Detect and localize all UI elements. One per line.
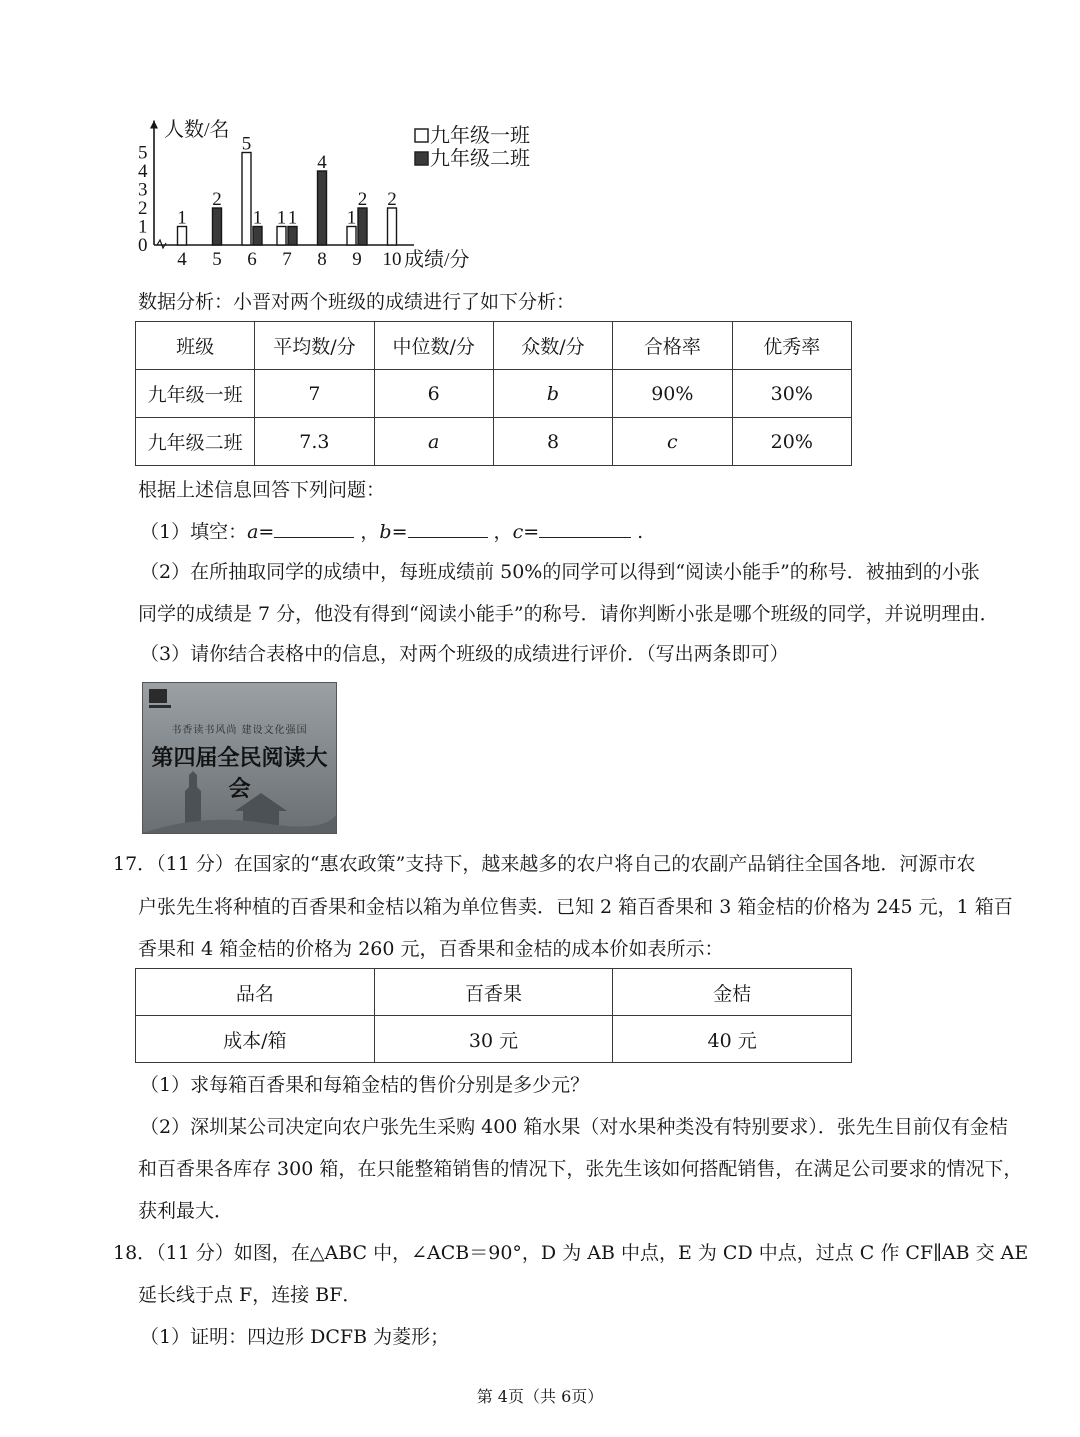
bar-class2 [213, 208, 222, 245]
table-header: 品名 [136, 969, 375, 1016]
separator: ， [360, 521, 380, 543]
bar-value-label: 2 [212, 189, 222, 210]
bar-class1 [277, 227, 286, 246]
y-tick-label: 3 [138, 179, 148, 201]
table-cell: c [613, 418, 732, 466]
q17-line3: 香果和 4 箱金桔的价格为 260 元，百香果和金桔的成本价如表所示： [138, 938, 724, 960]
table-header: 优秀率 [732, 322, 851, 370]
legend-swatch-class1 [415, 129, 428, 142]
table-header: 众数/分 [493, 322, 612, 370]
blank-b[interactable] [408, 519, 488, 538]
bar-value-label: 5 [241, 133, 252, 155]
bar-value-label: 2 [357, 189, 368, 210]
chart-y-axis-label: 人数/名 [164, 119, 230, 141]
axis-break-mark [157, 240, 166, 248]
bar-class1 [347, 227, 356, 246]
chart-x-axis-label: 成绩/分 [404, 249, 470, 271]
bar-value-label: 1 [276, 207, 287, 229]
score-bar-chart [130, 112, 530, 272]
q16-1-fill-blank [140, 519, 643, 544]
table-row [136, 418, 852, 466]
q17-2-line2: 和百香果各库存 300 箱，在只能整箱销售的情况下，张先生该如何搭配销售，在满足公司要求的情况下， [138, 1158, 1023, 1180]
analysis-table-header-row [136, 322, 852, 370]
table-header: 平均数/分 [255, 322, 374, 370]
q17-1: （1）求每箱百香果和每箱金桔的售价分别是多少元？ [140, 1074, 590, 1096]
bar-value-label: 1 [287, 207, 298, 229]
x-tick-label: 6 [247, 249, 257, 270]
q16-2-line1: （2）在所抽取同学的成绩中，每班成绩前 50%的同学可以得到“阅读小能手”的称号．被抽到的小张 [140, 561, 980, 583]
poster-subtitle: 书香读书风尚 建设文化强国 [171, 725, 308, 736]
table-cell: 90% [613, 370, 732, 418]
legend-label-class1: 九年级一班 [430, 125, 530, 147]
x-tick-label: 8 [317, 249, 327, 270]
table-header: 中位数/分 [374, 322, 493, 370]
chart-legend [415, 124, 530, 170]
question-prompt: 根据上述信息回答下列问题： [138, 479, 386, 501]
analysis-table [135, 321, 852, 466]
legend-swatch-class2 [415, 152, 428, 165]
bar-value-label: 1 [177, 207, 187, 229]
y-tick-label: 0 [138, 235, 148, 256]
bar-class1 [178, 227, 187, 246]
blank-c-label: c= [512, 521, 540, 543]
bar-value-label: 2 [387, 189, 397, 210]
table-cell: 30 元 [374, 1016, 613, 1063]
table-cell: 8 [493, 418, 612, 466]
q17-2-line3: 获利最大． [138, 1200, 234, 1222]
table-cell: 6 [374, 370, 493, 418]
x-tick-label: 5 [212, 249, 222, 270]
y-tick-label: 4 [138, 161, 148, 182]
table-cell: 40 元 [613, 1016, 852, 1063]
bar-class2 [358, 208, 367, 245]
bar-class1 [242, 153, 251, 246]
blank-c[interactable] [539, 519, 631, 538]
bar-value-label: 1 [346, 207, 357, 229]
table-cell: 7 [255, 370, 374, 418]
page-footer: 第 4页（共 6页） [476, 1387, 604, 1406]
q18-line2: 延长线于点 F，连接 BF． [138, 1284, 362, 1306]
reading-conference-poster [142, 682, 337, 834]
table-header: 金桔 [613, 969, 852, 1016]
y-tick-label: 1 [138, 216, 148, 238]
x-tick-label: 10 [382, 249, 402, 270]
bar-class2 [288, 227, 297, 246]
analysis-intro: 数据分析：小晋对两个班级的成绩进行了如下分析： [138, 291, 576, 313]
table-row [136, 370, 852, 418]
cost-table [135, 968, 852, 1063]
table-header: 合格率 [613, 322, 732, 370]
table-cell: 20% [732, 418, 851, 466]
table-cell: 30% [732, 370, 851, 418]
q16-3: （3）请你结合表格中的信息，对两个班级的成绩进行评价．（写出两条即可） [140, 643, 789, 665]
y-tick-label: 2 [138, 198, 148, 219]
x-tick-label: 7 [282, 249, 292, 270]
y-axis-arrow [150, 121, 158, 129]
period: . [637, 521, 644, 543]
table-cell: 7.3 [255, 418, 374, 466]
bar-value-label: 1 [252, 207, 263, 229]
table-cell: b [493, 370, 612, 418]
bar-class2 [253, 227, 262, 246]
blank-a-label: a= [247, 521, 275, 543]
q17-line1: 17．（11 分）在国家的“惠农政策”支持下，越来越多的农户将自己的农副产品销往全国各地．河源市农 [113, 853, 976, 875]
table-cell: 九年级二班 [136, 418, 255, 466]
poster-logo-icon [149, 689, 167, 703]
y-tick-label: 5 [138, 142, 148, 164]
bar-value-label: 4 [317, 152, 327, 173]
x-tick-label: 9 [352, 249, 362, 270]
legend-label-class2: 九年级二班 [430, 148, 530, 170]
q17-2-line1: （2）深圳某公司决定向农户张先生采购 400 箱水果（对水果种类没有特别要求）．张先生目前仅有金桔 [140, 1116, 1008, 1138]
q16-2-line2: 同学的成绩是 7 分，他没有得到“阅读小能手”的称号．请你判断小张是哪个班级的同学，并说明理由． [138, 603, 999, 625]
q16-1-lead: （1）填空： [140, 521, 248, 543]
cost-table-header-row [136, 969, 852, 1016]
q17-line2: 户张先生将种植的百香果和金桔以箱为单位售卖．已知 2 箱百香果和 3 箱金桔的价格为 245 元，1 箱百 [138, 896, 1013, 918]
table-cell: a [374, 418, 493, 466]
separator: ， [493, 521, 513, 543]
table-cell: 成本/箱 [136, 1016, 375, 1063]
table-cell: 九年级一班 [136, 370, 255, 418]
x-tick-label: 4 [177, 249, 187, 270]
table-row [136, 1016, 852, 1063]
table-header: 百香果 [374, 969, 613, 1016]
bar-class2 [318, 171, 327, 245]
q18-line1: 18．（11 分）如图，在△ABC 中，∠ACB＝90°，D 为 AB 中点，E 为 CD 中点，过点 C 作 CF∥AB 交 AE [113, 1242, 1029, 1264]
blank-b-label: b= [379, 521, 408, 543]
table-header: 班级 [136, 322, 255, 370]
blank-a[interactable] [274, 519, 354, 538]
q18-1: （1）证明：四边形 DCFB 为菱形； [140, 1326, 450, 1348]
bar-class1 [388, 208, 397, 245]
poster-title: 第四届全民阅读大会 [151, 745, 328, 802]
